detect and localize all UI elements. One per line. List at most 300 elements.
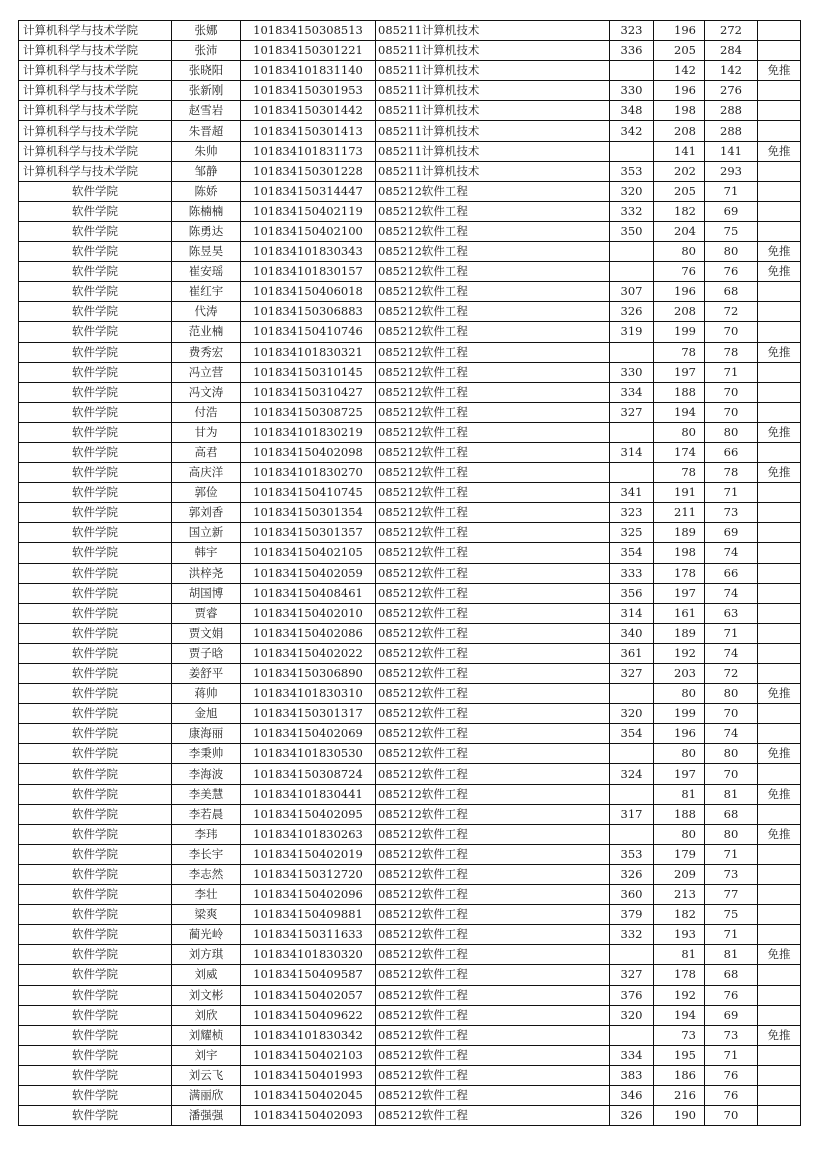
table-row xyxy=(19,61,801,81)
major-cell: 085212软件工程 xyxy=(376,282,610,302)
exam-id-cell: 101834150301953 xyxy=(241,81,376,101)
retest-score-cell: 208 xyxy=(654,302,705,322)
name-cell: 刘文彬 xyxy=(172,985,241,1005)
total-score-cell: 80 xyxy=(705,744,758,764)
remark-cell xyxy=(758,81,801,101)
table-row xyxy=(19,1106,801,1126)
table-row xyxy=(19,1085,801,1105)
retest-score-cell: 197 xyxy=(654,362,705,382)
total-score-cell: 68 xyxy=(705,804,758,824)
remark-cell xyxy=(758,664,801,684)
name-cell: 高庆洋 xyxy=(172,463,241,483)
total-score-cell: 70 xyxy=(705,704,758,724)
major-cell: 085212软件工程 xyxy=(376,985,610,1005)
exam-id-cell: 101834150311633 xyxy=(241,925,376,945)
exam-id-cell: 101834150402105 xyxy=(241,543,376,563)
exam-id-cell: 101834150402059 xyxy=(241,563,376,583)
college-cell: 软件学院 xyxy=(19,422,172,442)
college-cell: 计算机科学与技术学院 xyxy=(19,101,172,121)
initial-score-cell: 327 xyxy=(610,664,654,684)
initial-score-cell xyxy=(610,1025,654,1045)
remark-cell: 免推 xyxy=(758,61,801,81)
major-cell: 085212软件工程 xyxy=(376,623,610,643)
total-score-cell: 69 xyxy=(705,1005,758,1025)
college-cell: 软件学院 xyxy=(19,1005,172,1025)
college-cell: 软件学院 xyxy=(19,764,172,784)
name-cell: 张晓阳 xyxy=(172,61,241,81)
initial-score-cell: 330 xyxy=(610,81,654,101)
table-row xyxy=(19,664,801,684)
total-score-cell: 71 xyxy=(705,844,758,864)
table-row xyxy=(19,442,801,462)
exam-id-cell: 101834150409587 xyxy=(241,965,376,985)
college-cell: 软件学院 xyxy=(19,643,172,663)
major-cell: 085212软件工程 xyxy=(376,905,610,925)
college-cell: 计算机科学与技术学院 xyxy=(19,21,172,41)
retest-score-cell: 197 xyxy=(654,764,705,784)
initial-score-cell xyxy=(610,61,654,81)
major-cell: 085212软件工程 xyxy=(376,362,610,382)
retest-score-cell: 199 xyxy=(654,704,705,724)
retest-score-cell: 190 xyxy=(654,1106,705,1126)
initial-score-cell: 325 xyxy=(610,523,654,543)
total-score-cell: 70 xyxy=(705,1106,758,1126)
name-cell: 张娜 xyxy=(172,21,241,41)
table-row xyxy=(19,161,801,181)
total-score-cell: 74 xyxy=(705,583,758,603)
retest-score-cell: 188 xyxy=(654,804,705,824)
major-cell: 085212软件工程 xyxy=(376,1106,610,1126)
major-cell: 085212软件工程 xyxy=(376,221,610,241)
college-cell: 软件学院 xyxy=(19,885,172,905)
name-cell: 付浩 xyxy=(172,402,241,422)
total-score-cell: 141 xyxy=(705,141,758,161)
initial-score-cell: 361 xyxy=(610,643,654,663)
table-row xyxy=(19,905,801,925)
initial-score-cell: 314 xyxy=(610,442,654,462)
major-cell: 085212软件工程 xyxy=(376,724,610,744)
name-cell: 李志然 xyxy=(172,864,241,884)
remark-cell: 免推 xyxy=(758,1025,801,1045)
name-cell: 刘威 xyxy=(172,965,241,985)
name-cell: 高君 xyxy=(172,442,241,462)
initial-score-cell: 360 xyxy=(610,885,654,905)
name-cell: 李海波 xyxy=(172,764,241,784)
exam-id-cell: 101834150402093 xyxy=(241,1106,376,1126)
initial-score-cell: 319 xyxy=(610,322,654,342)
initial-score-cell: 336 xyxy=(610,41,654,61)
name-cell: 张新刚 xyxy=(172,81,241,101)
name-cell: 代涛 xyxy=(172,302,241,322)
name-cell: 刘方琪 xyxy=(172,945,241,965)
exam-id-cell: 101834150301228 xyxy=(241,161,376,181)
college-cell: 计算机科学与技术学院 xyxy=(19,141,172,161)
initial-score-cell: 353 xyxy=(610,161,654,181)
name-cell: 贾睿 xyxy=(172,603,241,623)
college-cell: 软件学院 xyxy=(19,804,172,824)
total-score-cell: 78 xyxy=(705,342,758,362)
retest-score-cell: 174 xyxy=(654,442,705,462)
major-cell: 085212软件工程 xyxy=(376,643,610,663)
college-cell: 软件学院 xyxy=(19,442,172,462)
exam-id-cell: 101834150301317 xyxy=(241,704,376,724)
remark-cell xyxy=(758,905,801,925)
college-cell: 软件学院 xyxy=(19,704,172,724)
remark-cell xyxy=(758,724,801,744)
name-cell: 范业楠 xyxy=(172,322,241,342)
initial-score-cell xyxy=(610,422,654,442)
table-row xyxy=(19,844,801,864)
exam-id-cell: 101834101830321 xyxy=(241,342,376,362)
retest-score-cell: 196 xyxy=(654,724,705,744)
major-cell: 085212软件工程 xyxy=(376,764,610,784)
exam-id-cell: 101834101830263 xyxy=(241,824,376,844)
remark-cell xyxy=(758,1045,801,1065)
college-cell: 软件学院 xyxy=(19,262,172,282)
remark-cell xyxy=(758,161,801,181)
initial-score-cell: 323 xyxy=(610,503,654,523)
remark-cell: 免推 xyxy=(758,824,801,844)
retest-score-cell: 161 xyxy=(654,603,705,623)
college-cell: 计算机科学与技术学院 xyxy=(19,161,172,181)
retest-score-cell: 193 xyxy=(654,925,705,945)
college-cell: 软件学院 xyxy=(19,1045,172,1065)
major-cell: 085212软件工程 xyxy=(376,784,610,804)
table-row xyxy=(19,563,801,583)
table-row xyxy=(19,141,801,161)
exam-id-cell: 101834150402022 xyxy=(241,643,376,663)
retest-score-cell: 188 xyxy=(654,382,705,402)
name-cell: 朱帅 xyxy=(172,141,241,161)
total-score-cell: 71 xyxy=(705,483,758,503)
major-cell: 085211计算机技术 xyxy=(376,81,610,101)
exam-id-cell: 101834150308513 xyxy=(241,21,376,41)
major-cell: 085212软件工程 xyxy=(376,925,610,945)
college-cell: 软件学院 xyxy=(19,362,172,382)
table-row xyxy=(19,382,801,402)
retest-score-cell: 78 xyxy=(654,342,705,362)
total-score-cell: 80 xyxy=(705,422,758,442)
retest-score-cell: 205 xyxy=(654,181,705,201)
major-cell: 085212软件工程 xyxy=(376,402,610,422)
total-score-cell: 80 xyxy=(705,242,758,262)
college-cell: 软件学院 xyxy=(19,483,172,503)
remark-cell xyxy=(758,965,801,985)
major-cell: 085212软件工程 xyxy=(376,945,610,965)
name-cell: 陈娇 xyxy=(172,181,241,201)
major-cell: 085212软件工程 xyxy=(376,1025,610,1045)
table-row xyxy=(19,1025,801,1045)
total-score-cell: 70 xyxy=(705,402,758,422)
major-cell: 085212软件工程 xyxy=(376,1085,610,1105)
initial-score-cell xyxy=(610,945,654,965)
remark-cell: 免推 xyxy=(758,945,801,965)
college-cell: 软件学院 xyxy=(19,965,172,985)
major-cell: 085212软件工程 xyxy=(376,744,610,764)
exam-id-cell: 101834101830342 xyxy=(241,1025,376,1045)
table-row xyxy=(19,543,801,563)
major-cell: 085212软件工程 xyxy=(376,201,610,221)
major-cell: 085211计算机技术 xyxy=(376,121,610,141)
initial-score-cell xyxy=(610,141,654,161)
college-cell: 软件学院 xyxy=(19,603,172,623)
initial-score-cell: 383 xyxy=(610,1065,654,1085)
admission-results-table xyxy=(18,20,801,1126)
initial-score-cell: 314 xyxy=(610,603,654,623)
table-row xyxy=(19,282,801,302)
table-row xyxy=(19,804,801,824)
college-cell: 计算机科学与技术学院 xyxy=(19,81,172,101)
total-score-cell: 80 xyxy=(705,824,758,844)
remark-cell xyxy=(758,101,801,121)
total-score-cell: 75 xyxy=(705,221,758,241)
major-cell: 085212软件工程 xyxy=(376,1005,610,1025)
major-cell: 085212软件工程 xyxy=(376,844,610,864)
major-cell: 085212软件工程 xyxy=(376,262,610,282)
exam-id-cell: 101834150301442 xyxy=(241,101,376,121)
retest-score-cell: 189 xyxy=(654,623,705,643)
exam-id-cell: 101834150408461 xyxy=(241,583,376,603)
retest-score-cell: 203 xyxy=(654,664,705,684)
initial-score-cell: 333 xyxy=(610,563,654,583)
exam-id-cell: 101834150310145 xyxy=(241,362,376,382)
retest-score-cell: 81 xyxy=(654,945,705,965)
initial-score-cell: 326 xyxy=(610,1106,654,1126)
exam-id-cell: 101834150301221 xyxy=(241,41,376,61)
retest-score-cell: 141 xyxy=(654,141,705,161)
exam-id-cell: 101834101830219 xyxy=(241,422,376,442)
initial-score-cell: 332 xyxy=(610,201,654,221)
initial-score-cell: 348 xyxy=(610,101,654,121)
table-row xyxy=(19,864,801,884)
retest-score-cell: 80 xyxy=(654,242,705,262)
exam-id-cell: 101834150402045 xyxy=(241,1085,376,1105)
college-cell: 计算机科学与技术学院 xyxy=(19,41,172,61)
name-cell: 贾子晗 xyxy=(172,643,241,663)
retest-score-cell: 182 xyxy=(654,905,705,925)
remark-cell xyxy=(758,442,801,462)
total-score-cell: 293 xyxy=(705,161,758,181)
major-cell: 085211计算机技术 xyxy=(376,21,610,41)
total-score-cell: 78 xyxy=(705,463,758,483)
remark-cell xyxy=(758,603,801,623)
initial-score-cell: 323 xyxy=(610,21,654,41)
remark-cell: 免推 xyxy=(758,784,801,804)
table-row xyxy=(19,603,801,623)
total-score-cell: 70 xyxy=(705,764,758,784)
total-score-cell: 288 xyxy=(705,121,758,141)
college-cell: 软件学院 xyxy=(19,402,172,422)
retest-score-cell: 208 xyxy=(654,121,705,141)
exam-id-cell: 101834101830530 xyxy=(241,744,376,764)
name-cell: 李秉帅 xyxy=(172,744,241,764)
major-cell: 085212软件工程 xyxy=(376,664,610,684)
exam-id-cell: 101834150306883 xyxy=(241,302,376,322)
exam-id-cell: 101834150401993 xyxy=(241,1065,376,1085)
college-cell: 软件学院 xyxy=(19,664,172,684)
remark-cell xyxy=(758,1005,801,1025)
total-score-cell: 276 xyxy=(705,81,758,101)
total-score-cell: 71 xyxy=(705,362,758,382)
remark-cell xyxy=(758,282,801,302)
retest-score-cell: 179 xyxy=(654,844,705,864)
college-cell: 软件学院 xyxy=(19,282,172,302)
retest-score-cell: 195 xyxy=(654,1045,705,1065)
name-cell: 陈楠楠 xyxy=(172,201,241,221)
total-score-cell: 71 xyxy=(705,925,758,945)
remark-cell xyxy=(758,1085,801,1105)
retest-score-cell: 76 xyxy=(654,262,705,282)
total-score-cell: 76 xyxy=(705,262,758,282)
retest-score-cell: 178 xyxy=(654,563,705,583)
total-score-cell: 80 xyxy=(705,684,758,704)
name-cell: 刘耀桢 xyxy=(172,1025,241,1045)
table-row xyxy=(19,463,801,483)
exam-id-cell: 101834150306890 xyxy=(241,664,376,684)
name-cell: 刘欣 xyxy=(172,1005,241,1025)
exam-id-cell: 101834150402098 xyxy=(241,442,376,462)
total-score-cell: 81 xyxy=(705,784,758,804)
retest-score-cell: 213 xyxy=(654,885,705,905)
retest-score-cell: 80 xyxy=(654,744,705,764)
name-cell: 满丽欣 xyxy=(172,1085,241,1105)
major-cell: 085211计算机技术 xyxy=(376,101,610,121)
name-cell: 康海丽 xyxy=(172,724,241,744)
initial-score-cell: 317 xyxy=(610,804,654,824)
initial-score-cell: 324 xyxy=(610,764,654,784)
table-row xyxy=(19,1065,801,1085)
initial-score-cell: 332 xyxy=(610,925,654,945)
remark-cell xyxy=(758,483,801,503)
name-cell: 胡国博 xyxy=(172,583,241,603)
initial-score-cell: 379 xyxy=(610,905,654,925)
initial-score-cell: 354 xyxy=(610,724,654,744)
table-row xyxy=(19,744,801,764)
college-cell: 计算机科学与技术学院 xyxy=(19,61,172,81)
exam-id-cell: 101834101830441 xyxy=(241,784,376,804)
table-row xyxy=(19,262,801,282)
college-cell: 软件学院 xyxy=(19,1106,172,1126)
name-cell: 蔺光岭 xyxy=(172,925,241,945)
major-cell: 085212软件工程 xyxy=(376,181,610,201)
remark-cell xyxy=(758,925,801,945)
major-cell: 085212软件工程 xyxy=(376,965,610,985)
retest-score-cell: 199 xyxy=(654,322,705,342)
college-cell: 软件学院 xyxy=(19,925,172,945)
major-cell: 085211计算机技术 xyxy=(376,61,610,81)
remark-cell xyxy=(758,382,801,402)
college-cell: 软件学院 xyxy=(19,382,172,402)
table-row xyxy=(19,302,801,322)
initial-score-cell xyxy=(610,262,654,282)
total-score-cell: 284 xyxy=(705,41,758,61)
retest-score-cell: 196 xyxy=(654,21,705,41)
total-score-cell: 272 xyxy=(705,21,758,41)
major-cell: 085211计算机技术 xyxy=(376,161,610,181)
remark-cell xyxy=(758,221,801,241)
table-row xyxy=(19,925,801,945)
initial-score-cell: 376 xyxy=(610,985,654,1005)
exam-id-cell: 101834101830343 xyxy=(241,242,376,262)
name-cell: 姜舒平 xyxy=(172,664,241,684)
table-row xyxy=(19,704,801,724)
total-score-cell: 66 xyxy=(705,563,758,583)
exam-id-cell: 101834150402057 xyxy=(241,985,376,1005)
total-score-cell: 74 xyxy=(705,724,758,744)
major-cell: 085212软件工程 xyxy=(376,302,610,322)
remark-cell: 免推 xyxy=(758,262,801,282)
exam-id-cell: 101834150314447 xyxy=(241,181,376,201)
total-score-cell: 68 xyxy=(705,282,758,302)
table-row xyxy=(19,684,801,704)
initial-score-cell: 326 xyxy=(610,302,654,322)
college-cell: 软件学院 xyxy=(19,744,172,764)
major-cell: 085212软件工程 xyxy=(376,1045,610,1065)
exam-id-cell: 101834150402103 xyxy=(241,1045,376,1065)
major-cell: 085212软件工程 xyxy=(376,583,610,603)
remark-cell: 免推 xyxy=(758,242,801,262)
total-score-cell: 76 xyxy=(705,1085,758,1105)
name-cell: 国立新 xyxy=(172,523,241,543)
retest-score-cell: 191 xyxy=(654,483,705,503)
remark-cell xyxy=(758,201,801,221)
total-score-cell: 73 xyxy=(705,503,758,523)
table-row xyxy=(19,362,801,382)
initial-score-cell: 356 xyxy=(610,583,654,603)
retest-score-cell: 197 xyxy=(654,583,705,603)
major-cell: 085212软件工程 xyxy=(376,603,610,623)
table-row xyxy=(19,322,801,342)
name-cell: 李壮 xyxy=(172,885,241,905)
major-cell: 085212软件工程 xyxy=(376,543,610,563)
retest-score-cell: 216 xyxy=(654,1085,705,1105)
major-cell: 085212软件工程 xyxy=(376,864,610,884)
retest-score-cell: 189 xyxy=(654,523,705,543)
major-cell: 085212软件工程 xyxy=(376,422,610,442)
total-score-cell: 71 xyxy=(705,1045,758,1065)
major-cell: 085212软件工程 xyxy=(376,885,610,905)
initial-score-cell: 350 xyxy=(610,221,654,241)
retest-score-cell: 186 xyxy=(654,1065,705,1085)
major-cell: 085212软件工程 xyxy=(376,684,610,704)
initial-score-cell: 346 xyxy=(610,1085,654,1105)
total-score-cell: 70 xyxy=(705,382,758,402)
total-score-cell: 69 xyxy=(705,201,758,221)
name-cell: 李长宇 xyxy=(172,844,241,864)
table-row xyxy=(19,1045,801,1065)
total-score-cell: 142 xyxy=(705,61,758,81)
major-cell: 085212软件工程 xyxy=(376,382,610,402)
exam-id-cell: 101834150406018 xyxy=(241,282,376,302)
college-cell: 软件学院 xyxy=(19,523,172,543)
exam-id-cell: 101834150310427 xyxy=(241,382,376,402)
initial-score-cell: 307 xyxy=(610,282,654,302)
remark-cell xyxy=(758,704,801,724)
college-cell: 软件学院 xyxy=(19,543,172,563)
retest-score-cell: 80 xyxy=(654,422,705,442)
retest-score-cell: 73 xyxy=(654,1025,705,1045)
initial-score-cell xyxy=(610,684,654,704)
table-row xyxy=(19,181,801,201)
name-cell: 张沛 xyxy=(172,41,241,61)
table-row xyxy=(19,422,801,442)
table-row xyxy=(19,483,801,503)
name-cell: 费秀宏 xyxy=(172,342,241,362)
college-cell: 软件学院 xyxy=(19,864,172,884)
table-row xyxy=(19,41,801,61)
retest-score-cell: 182 xyxy=(654,201,705,221)
exam-id-cell: 101834150402100 xyxy=(241,221,376,241)
